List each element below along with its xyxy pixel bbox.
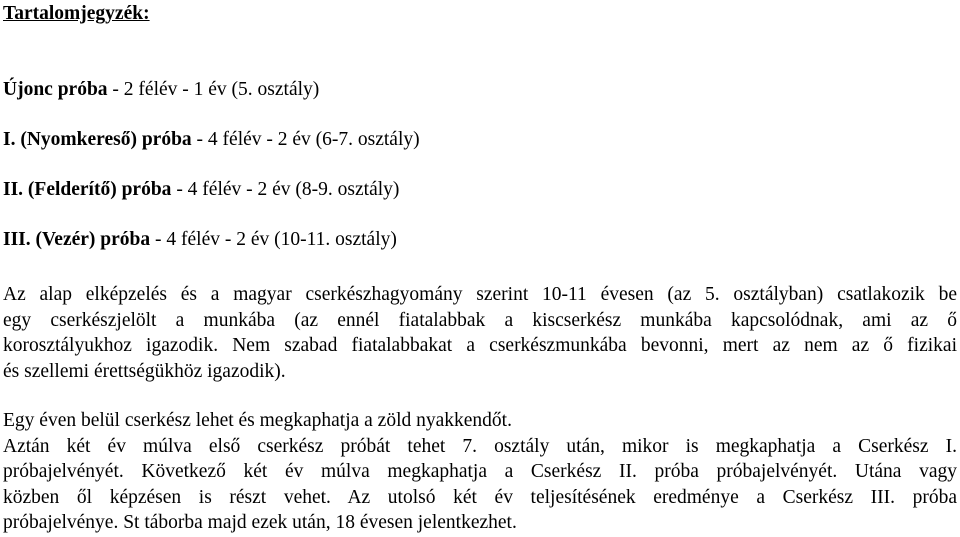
toc-item-ujonc: [3, 78, 319, 102]
paragraph-line: Aztán két év múlva első cserkész próbát tehet 7. osztály után, mikor is megkaphatja a Cserkész I.: [3, 435, 957, 457]
toc-item-felderito: [3, 178, 399, 202]
paragraph-line: korosztályukhoz igazodik. Nem szabad fiatalabbakat a cserkészmunkába bevonni, mert az nem az ő fizikai: [3, 335, 957, 356]
paragraph-line: Egy éven belül cserkész lehet és megkaphatja a zöld nyakkendőt.: [3, 410, 512, 431]
toc-item-detail: - 4 félév - 2 év (10-11. osztály): [150, 229, 397, 250]
paragraph-intro: [3, 282, 957, 384]
page-title: Tartalomjegyzék:: [3, 3, 150, 24]
toc-item-detail: - 4 félév - 2 év (6-7. osztály): [191, 129, 420, 150]
toc-item-detail: - 4 félév - 2 év (8-9. osztály): [171, 179, 400, 200]
toc-item-title: III. (Vezér) próba: [3, 229, 151, 250]
toc-item-title: II. (Felderítő) próba: [3, 179, 172, 200]
paragraph-line: Az alap elképzelés és a magyar cserkészhagyomány szerint 10-11 évesen (az 5. osztályban) csatlakozik be: [3, 284, 957, 305]
paragraph-line: és szellemi érettségükhöz igazodik).: [3, 360, 286, 382]
toc-item-nyomkereso: [3, 128, 420, 152]
paragraph-progression: [3, 408, 957, 536]
paragraph-line: közben ől képzésen is részt vehet. Az utolsó két év teljesítésének eredménye a Cserkész III. próba: [3, 486, 957, 508]
toc-item-vezer: [3, 228, 397, 252]
toc-item-title: Újonc próba: [3, 79, 108, 100]
paragraph-line: próbajelvénye. St táborba majd ezek után, 18 évesen jelentkezhet.: [3, 512, 517, 533]
toc-item-detail: - 2 félév - 1 év (5. osztály): [107, 79, 320, 100]
toc-item-title: I. (Nyomkereső) próba: [3, 129, 192, 150]
paragraph-line: próbajelvényét. Következő két év múlva megkaphatja a Cserkész II. próba próbajelvényét. Utána vagy: [3, 461, 957, 482]
paragraph-line: egy cserkészjelölt a munkába (az ennél fiatalabbak a kiscserkész munkába kapcsolódnak, ami az ő: [3, 309, 957, 331]
